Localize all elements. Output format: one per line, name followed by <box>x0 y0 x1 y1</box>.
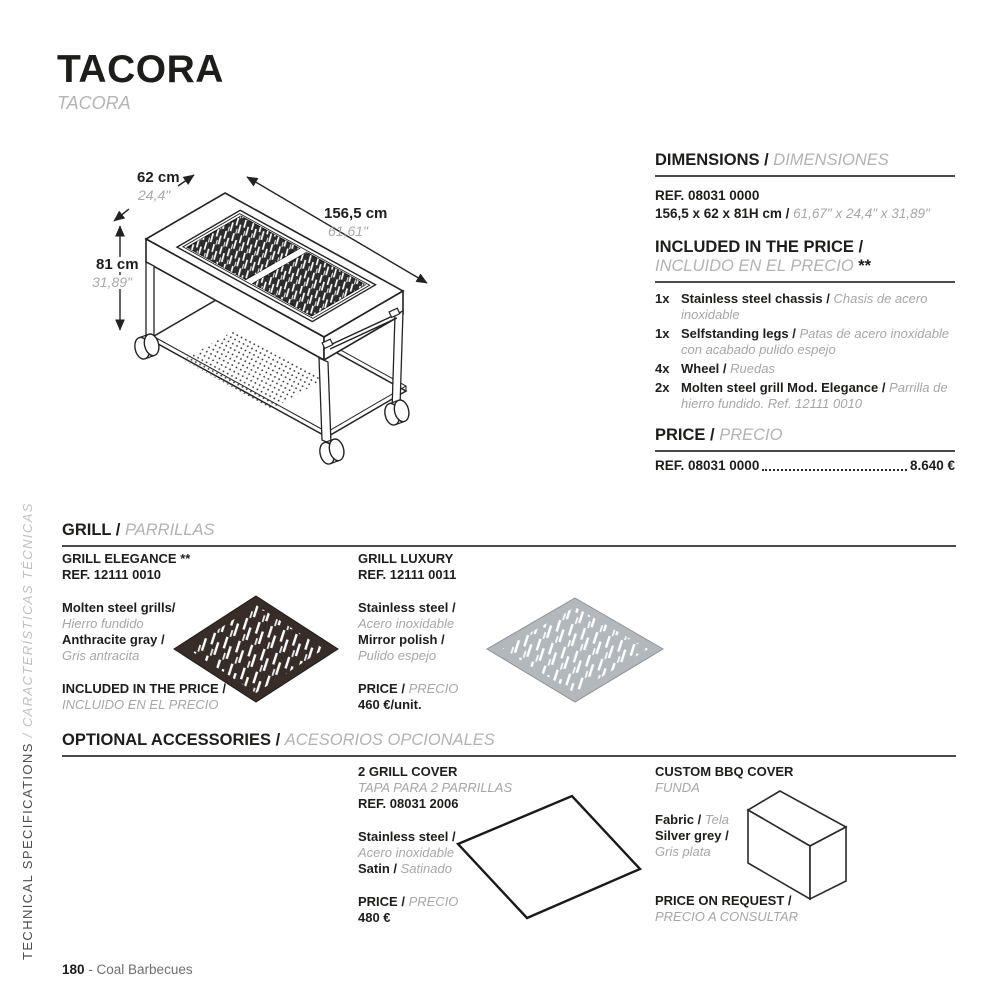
price-heading <box>655 426 955 452</box>
caster-wheel <box>317 437 346 465</box>
vertical-section-label <box>20 503 35 960</box>
grill-cover-name: 2 GRILL COVER <box>358 764 458 779</box>
spec-column <box>655 151 955 474</box>
product-technical-drawing <box>90 160 635 495</box>
item-en: Molten steel grill Mod. Elegance / <box>681 379 890 395</box>
page-subtitle: TACORA <box>57 93 131 113</box>
accessories-heading <box>62 731 956 757</box>
dim-height-metric: 81 cm <box>96 256 139 273</box>
footer-label: - Coal Barbecues <box>84 962 193 977</box>
dim-length-metric: 156,5 cm <box>324 205 388 222</box>
item-en: Wheel / <box>681 360 731 376</box>
item-en: Stainless steel chassis / <box>681 290 834 306</box>
dimensions-section <box>655 151 955 222</box>
bbq-material-es: Tela <box>704 812 729 827</box>
grill-luxury-price <box>358 681 458 713</box>
elegance-grill-image <box>170 593 342 709</box>
luxury-material-en: Stainless steel / <box>358 600 456 615</box>
bbq-color-es: Gris plata <box>655 844 711 859</box>
price-heading-en: PRICE / <box>655 425 715 444</box>
bbq-cover-image <box>742 786 854 912</box>
dimensions-ref: REF. 08031 0000 <box>655 187 760 203</box>
width-dimension-arrow-upper <box>178 175 194 186</box>
item-qty: 4x <box>655 360 670 376</box>
accessories-heading-es: ACESORIOS OPCIONALES <box>284 731 495 749</box>
item-qty: 2x <box>655 379 670 395</box>
page-title: TACORA <box>57 48 224 91</box>
included-item <box>655 361 955 377</box>
item-es: Chasis de acero inoxidable <box>681 290 928 322</box>
grill-elegance-name: GRILL ELEGANCE ** <box>62 551 191 566</box>
page-number: 180 <box>62 962 85 977</box>
grill-elegance-title <box>62 551 190 583</box>
grill-section <box>62 521 956 726</box>
cover-price-label-en: PRICE / <box>358 894 409 909</box>
included-heading <box>655 238 955 283</box>
cover-material-es: Acero inoxidable <box>358 845 455 860</box>
included-heading-es: INCLUIDO EN EL PRECIO <box>655 256 859 275</box>
vertical-label-en: TECHNICAL SPECIFICATIONS <box>20 737 35 960</box>
dimensions-heading <box>655 151 955 177</box>
bbq-cover-name: CUSTOM BBQ COVER <box>655 764 794 779</box>
elegance-note-en: INCLUDED IN THE PRICE / <box>62 681 226 696</box>
grill-cover-name-es: TAPA PARA 2 PARRILLAS <box>358 780 513 795</box>
accessories-heading-en: OPTIONAL ACCESSORIES / <box>62 731 281 749</box>
dim-width-imperial: 24,4" <box>138 187 171 203</box>
price-row <box>655 458 955 474</box>
elegance-note-es: INCLUIDO EN EL PRECIO <box>62 697 219 712</box>
cover-price-value: 480 € <box>358 910 391 925</box>
included-heading-en: INCLUDED IN THE PRICE / <box>655 237 864 256</box>
cover-material-en: Stainless steel / <box>358 829 456 844</box>
grill-heading <box>62 521 956 547</box>
dimensions-heading-es: DIMENSIONES <box>773 151 889 169</box>
bbq-price-en: PRICE ON REQUEST / <box>655 893 792 908</box>
optional-accessories-section <box>62 731 956 946</box>
width-dimension-arrow-lower <box>114 209 129 221</box>
size-metric: 156,5 x 62 x 81H cm / <box>655 205 790 221</box>
price-value: 8.640 € <box>909 457 955 473</box>
included-heading-marks: ** <box>858 256 872 275</box>
vertical-label-es: / CARACTERÍSTICAS TÉCNICAS <box>20 502 35 738</box>
luxury-finish-es: Pulido espejo <box>358 648 437 663</box>
included-items <box>655 291 955 412</box>
cover-finish-en: Satin / <box>358 861 401 876</box>
cover-finish-es: Satinado <box>400 861 452 876</box>
dim-height-imperial: 31,89" <box>92 274 133 290</box>
grill-luxury-title <box>358 551 456 583</box>
item-qty: 1x <box>655 325 670 341</box>
price-heading-es: PRECIO <box>719 425 783 444</box>
grill-heading-es: PARRILLAS <box>124 521 215 539</box>
grill-cover-price <box>358 894 458 926</box>
included-section <box>655 238 955 412</box>
luxury-finish-en: Mirror polish / <box>358 632 445 647</box>
item-qty: 1x <box>655 290 670 306</box>
cover-price-label-es: PRECIO <box>408 894 459 909</box>
included-item <box>655 326 955 358</box>
grill-luxury-name: GRILL LUXURY <box>358 551 454 566</box>
luxury-price-label-en: PRICE / <box>358 681 409 696</box>
page-footer <box>62 962 193 977</box>
bbq-material-en: Fabric / <box>655 812 705 827</box>
elegance-material-en: Molten steel grills/ <box>62 600 176 615</box>
bbq-color-en: Silver grey / <box>655 828 729 843</box>
grill-heading-en: GRILL / <box>62 521 121 539</box>
grill-luxury-ref: REF. 12111 0011 <box>358 567 457 582</box>
luxury-price-label-es: PRECIO <box>408 681 459 696</box>
dim-width-metric: 62 cm <box>137 169 180 186</box>
elegance-color-en: Anthracite gray / <box>62 632 165 647</box>
item-en: Selfstanding legs / <box>681 325 800 341</box>
luxury-price-value: 460 €/unit. <box>358 697 422 712</box>
item-es: Patas de acero inoxidable con acabado pulido espejo <box>681 325 950 357</box>
grill-cover-image <box>450 789 646 929</box>
dimensions-heading-en: DIMENSIONS / <box>655 151 769 169</box>
item-es: Parrilla de hierro fundido. Ref. 12111 0010 <box>681 379 948 411</box>
included-item <box>655 291 955 323</box>
elegance-material-es: Hierro fundido <box>62 616 144 631</box>
luxury-material-es: Acero inoxidable <box>358 616 455 631</box>
bbq-price-es: PRECIO A CONSULTAR <box>655 909 799 924</box>
dimensions-size <box>655 206 955 222</box>
size-imperial: 61,67" x 24,4" x 31,89" <box>793 205 930 221</box>
elegance-color-es: Gris antracita <box>62 648 140 663</box>
dim-length-imperial: 61,61" <box>328 223 369 239</box>
price-ref: REF. 08031 0000 <box>655 457 760 473</box>
bbq-cover-name-es: FUNDA <box>655 780 700 795</box>
grill-cover-ref: REF. 08031 2006 <box>358 796 459 811</box>
included-item <box>655 380 955 412</box>
grill-elegance-ref: REF. 12111 0010 <box>62 567 162 582</box>
price-section <box>655 426 955 474</box>
luxury-grill-image <box>483 595 667 709</box>
dotted-leader <box>762 469 907 471</box>
item-es: Ruedas <box>730 360 775 376</box>
title-block <box>57 50 224 114</box>
